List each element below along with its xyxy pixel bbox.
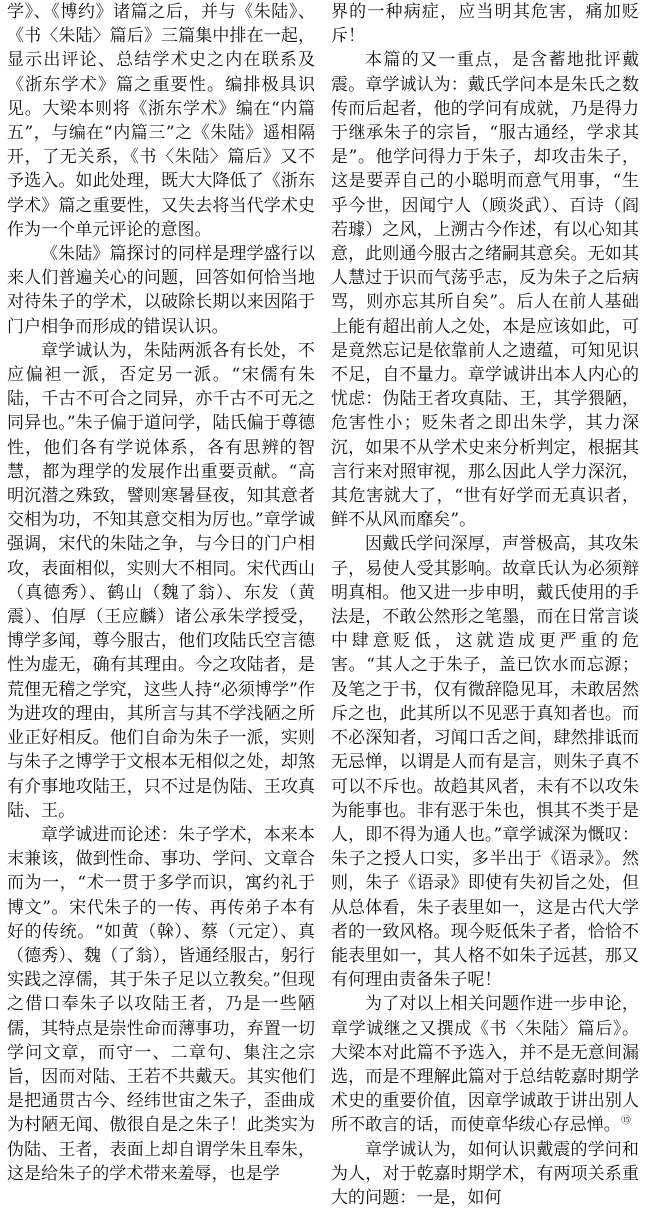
left-paragraph-2: 《朱陆》篇探讨的同样是理学盛行以来人们普遍关心的问题，回答如何恰当地对待朱子的学术，以破除长期以来因陷于门户相争而形成的错误认识。 (7, 244, 315, 337)
right-paragraph-4 (331, 992, 639, 1137)
right-column (331, 0, 639, 1210)
left-paragraph-4: 章学诚进而论述：朱子学术，本来本末兼该，做到性命、事功、学问、文章合而为一，“术一贯于多学而识，寓约礼于博文”。宋代朱子的一传、再传弟子本有好的传统。“如黄（榦）、蔡（元定）、真（德秀）、魏（了翁），皆通经服古，躬行实践之淳儒，其于朱子足以立教矣。”但现之借口奉朱子以攻陆王者，乃是一些陋儒，其特点是崇性命而薄事功，弃置一切学问文章，而守一、二章句、集注之宗旨，因而对陆、王若不共戴天。其实他们是把通贯古今、经纬世宙之朱子，歪曲成为村陋无闻、傲很自是之朱子！此类实为伪陆、王者，表面上却自谓学朱且奉朱，这是给朱子的学术带来羞辱，也是学 (7, 824, 315, 1184)
left-column (7, 0, 315, 1186)
right-paragraph-1: 界的一种病症，应当明其危害，痛加贬斥！ (331, 2, 639, 47)
left-paragraph-1: 学》、《博约》诸篇之后，并与《朱陆》、《书〈朱陆〉篇后》三篇集中排在一起，显示出评论、总结学术史之内在联系及《浙东学术》篇之重要性。编排极具识见。大梁本则将《浙东学术》编在“内篇五”，与编在“内篇三”之《朱陆》遥相隔开，了无关系，《书〈朱陆〉篇后》又不予选入。如此处理，既大大降低了《浙东学术》篇之重要性，又失去将当代学术史作为一个单元评论的意图。 (7, 2, 315, 240)
right-paragraph-2: 本篇的又一重点，是含蓄地批评戴震。章学诚认为：戴氏学问本是朱氏之数传而后起者，他的学问有成就，乃是得力于继承朱子的宗旨，“服古通经，学求其是”。他学问得力于朱子，却攻击朱子，这是要弄自己的小聪明而意气用事，“生乎今世，因闻宁人（顾炎武）、百诗（阎若璩）之风，上溯古今作述，有以心知其意，此则通今服古之绪嗣其意矣。无如其人慧过于识而气荡乎志，反为朱子之后病骂，则亦忘其所自矣”。后人在前人基础上能有超出前人之处，本是应该如此，可是竟然忘记是依靠前人之遗蕴，可知见识不足，自不量力。章学诚讲出本人内心的忧虑：伪陆王者攻真陆、王，其学猥陋，危害性小；贬朱者之即出朱学，其力深沉，如果不从学术史来分析判定，根据其言行来对照审视，那么因此人学力深沉，其危害就大了，“世有好学而无真识者，鲜不从风而靡矣”。 (331, 50, 639, 531)
right-paragraph-3: 因戴氏学问深厚，声誉极高，其攻朱子，易使人受其影响。故章氏认为必须辩明真相。他又进一步申明，戴氏使用的手法是，不敢公然形之笔墨，而在日常言谈中肆意贬低，这就造成更严重的危害。“其人之于朱子，盖已饮水而忘源；及笔之于书，仅有微辞隐见耳，未敢居然斥之也，此其所以不见恶于真知者也。而不必深知者，习闻口舌之间，肆然排诋而无忌惮，以谓是人而有是言，则朱子真不可以不斥也。故趋其风者，未有不以攻朱为能事也。非有恶于朱也，惧其不类于是人，即不得为通人也。”章学诚深为慨叹：朱子之授人口实，多半出于《语录》。然则，朱子《语录》即使有失初旨之处，但从总体看，朱子表里如一，这是古代大学者的一致风格。现今贬低朱子者，恰恰不能表里如一，其人格不如朱子远甚，那又有何理由责备朱子呢！ (331, 534, 639, 991)
right-paragraph-5: 章学诚认为，如何认识戴震的学问和为人，对于乾嘉时期学术，有两项关系重大的问题：一是，如何 (331, 1139, 639, 1208)
footnote-marker: ⑮ (620, 1115, 631, 1127)
right-paragraph-4-text: 为了对以上相关问题作进一步申论，章学诚继之又撰成《书〈朱陆〉篇后》。大梁本对此篇不予选入，并不是无意间漏选，而是不理解此篇对于总结乾嘉时期学术史的重要价值，因章学诚敢于讲出别人所不敢言的话，而使章华绂心存忌惮。 (331, 994, 639, 1136)
left-paragraph-3: 章学诚认为，朱陆两派各有长处，不应偏袒一派，否定另一派。“宋儒有朱陆，千古不可合之同异，亦千古不可无之同异也。”朱子偏于道问学，陆氏偏于尊德性，他们各有学说体系，各有思辨的智慧，都为理学的发展作出重要贡献。“高明沉潜之殊致，譬则寒暑昼夜，知其意者交相为功，不知其意交相为厉也。”章学诚强调，宋代的朱陆之争，与今日的门户相攻，表面相似，实则大不相同。宋代西山（真德秀）、鹤山（魏了翁）、东发（黄震）、伯厚（王应麟）诸公承朱学授受，博学多闻，尊今服古，他们攻陆氏空言德性为虚无，确有其理由。今之攻陆者，是荒俚无稽之学究，这些人持“必须博学”作为进攻的理由，其所言与其不学浅陋之所业正好相反。他们自命为朱子一派，实则与朱子之博学于文根本无相似之处，却煞有介事地攻陆王，只不过是伪陆、王攻真陆、王。 (7, 340, 315, 821)
